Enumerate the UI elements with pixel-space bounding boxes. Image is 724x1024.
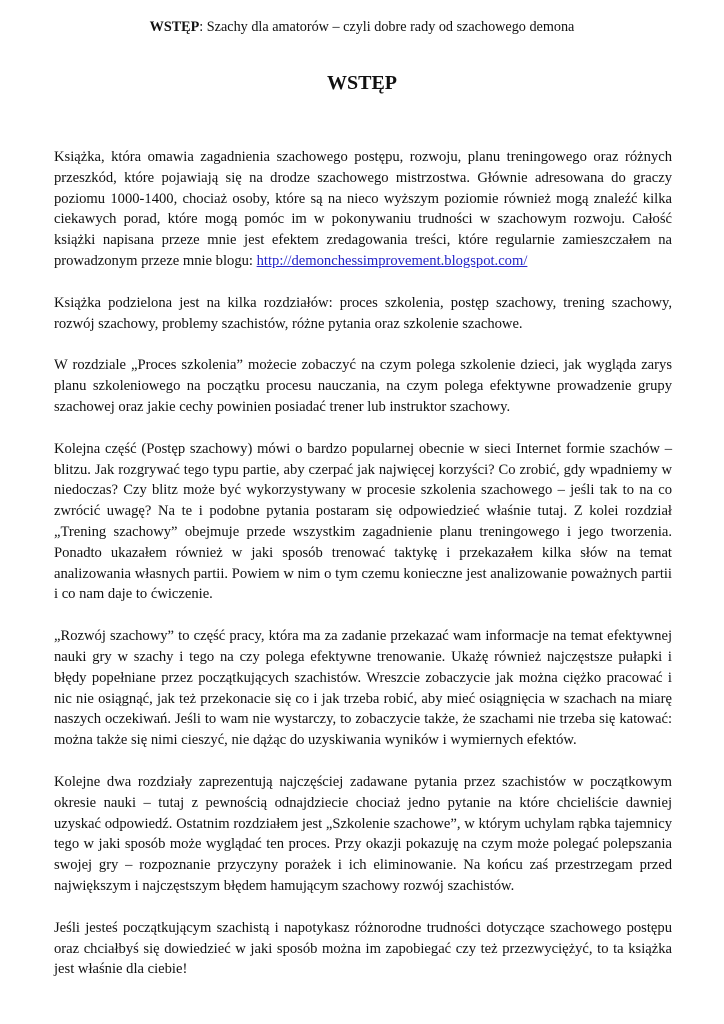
running-header-separator: :	[199, 19, 207, 35]
blog-link[interactable]: http://demonchessimprovement.blogspot.com/	[256, 252, 528, 269]
running-header	[0, 18, 724, 36]
paragraph-1-text: Książka, która omawia zagadnienia szachowego postępu, rozwoju, planu treningowego oraz różnych przeszkód, które pojawiają się na drodze szachowego mistrzostwa. Głównie adresowana do graczy poziomu 1000-1400, chociaż osoby, które są na nieco wyższym poziomie również mogą znaleźć kilka ciekawych porad, które mogą pomóc im w pokonywaniu trudności w szachowym rozwoju. Całość książki napisana przeze mnie jest efektem zredagowania treści, które regularnie zamieszczałem na prowadzonym przeze mnie blogu:	[54, 149, 672, 269]
page-title: WSTĘP	[326, 72, 398, 94]
running-header-prefix: WSTĘP	[149, 19, 200, 35]
paragraph-1	[54, 147, 672, 272]
running-header-text: Szachy dla amatorów – czyli dobre rady od szachowego demona	[206, 19, 575, 35]
paragraph-7: Jeśli jesteś początkującym szachistą i napotykasz różnorodne trudności dotyczące szachowego postępu oraz chciałbyś się dowiedzieć w jaki sposób można im zapobiegać czy też przezwyciężyć, to ta książka jest właśnie dla ciebie!	[54, 919, 672, 978]
body-text	[54, 147, 672, 1001]
paragraph-3: W rozdziale „Proces szkolenia” możecie zobaczyć na czym polega szkolenie dzieci, jak wygląda zarys planu szkoleniowego na początku procesu nauczania, na czym polega efektywne prowadzenie grupy szachowej oraz jakie cechy powinien posiadać trener lub instruktor szachowy.	[54, 357, 672, 415]
paragraph-2: Książka podzielona jest na kilka rozdziałów: proces szkolenia, postęp szachowy, trening szachowy, rozwój szachowy, problemy szachistów, różne pytania oraz szkolenie szachowe.	[54, 294, 672, 332]
paragraph-4: Kolejna część (Postęp szachowy) mówi o bardzo popularnej obecnie w sieci Internet formie szachów – blitzu. Jak rozgrywać tego typu partie, aby czerpać jak najwięcej korzyści? Co zrobić, gdy wpadniemy w niedoczas? Czy blitz może być wykorzystywany w procesie szkolenia szachowego – jeśli tak to na co zwrócić uwagę? Na te i podobne pytania postaram się odpowiedzieć właśnie tutaj. Z kolei rozdział „Trening szachowy” obejmuje przede wszystkim zagadnienie planu treningowego i jego tworzenia. Ponadto ukazałem również w jaki sposób trenować taktykę i przekazałem kilka słów na temat analizowania własnych partii. Powiem w nim o tym czemu konieczne jest analizowanie poważnych partii i co nam daje to ćwiczenie.	[54, 440, 672, 603]
paragraph-6: Kolejne dwa rozdziały zaprezentują najczęściej zadawane pytania przez szachistów w początkowym okresie nauki – tutaj z pewnością odnajdziecie chociaż jedno pytanie na które chcieliście dawniej uzyskać odpowiedź. Ostatnim rozdziałem jest „Szkolenie szachowe”, w którym uchylam rąbka tajemnicy tego w jaki sposób może wyglądać ten proces. Przy okazji pokazuję na czym może polegać polepszania swojej gry – rozpoznanie przyczyny porażek i ich eliminowanie. Na końcu zaś przestrzegam przed największym i najczęstszym błędem hamującym szachowy rozwój szachistów.	[54, 773, 672, 894]
paragraph-5: „Rozwój szachowy” to część pracy, która ma za zadanie przekazać wam informacje na temat efektywnej nauki gry w szachy i tego na czy polega efektywne trenowanie. Ukażę również najczęstsze pułapki i błędy popełniane przez początkujących szachistów. Wreszcie zobaczycie jak można ciężko pracować i nic nie osiągnąć, jak też przekonacie się co i jak trzeba robić, aby mieć osiągnięcia w szachach na miarę naszych oczekiwań. Jeśli to wam nie wystarczy, to zobaczycie także, że szachami nie trzeba się katować: można także się nimi cieszyć, nie dążąc do uzyskiwania wyników i wymiernych efektów.	[54, 628, 672, 749]
